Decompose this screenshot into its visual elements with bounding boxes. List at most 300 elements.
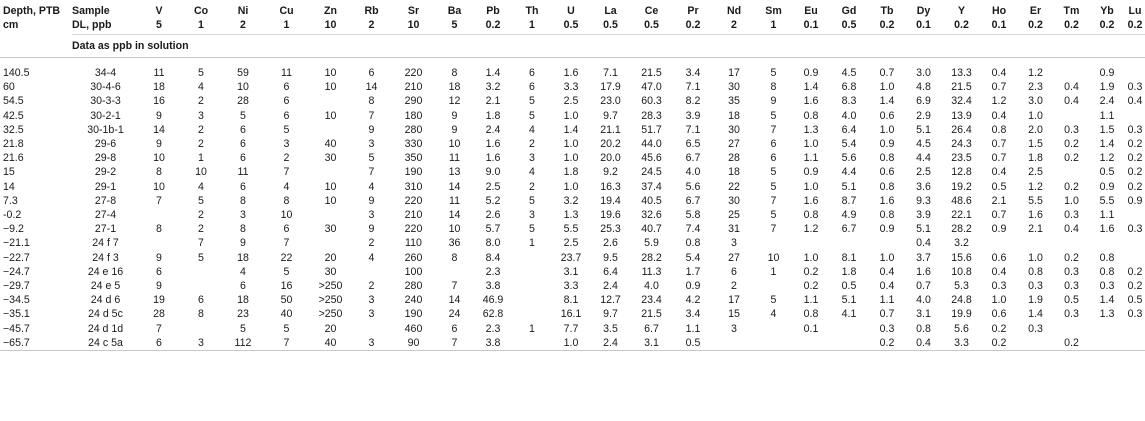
detection-limit-ba: 5 <box>451 19 458 31</box>
value-cell-nd: 22 <box>728 180 740 193</box>
value-cell-cu: 22 <box>280 251 293 264</box>
element-header-v: V <box>155 5 163 17</box>
value-cell-ce: 45.6 <box>641 152 662 165</box>
value-cell-lu <box>1125 236 1145 250</box>
value-cell-tb: 0.8 <box>879 209 895 222</box>
value-cell-ni: 112 <box>223 336 263 351</box>
value-cell-sr: 220 <box>404 194 423 207</box>
value-cell-co: 5 <box>198 67 204 79</box>
value-cell-lu <box>1125 66 1145 80</box>
table-row <box>0 66 1145 80</box>
value-cell-y: 32.4 <box>951 95 972 108</box>
value-cell-zn <box>310 236 351 250</box>
value-cell-er: 1.5 <box>1028 138 1043 151</box>
depth-cell: 140.5 <box>3 67 30 79</box>
value-cell-th: 5 <box>529 194 535 207</box>
value-cell-u: 1.0 <box>552 336 590 351</box>
value-cell-sm: 8 <box>770 81 777 94</box>
value-cell-ni: 3 <box>240 209 246 222</box>
value-cell-sr: 290 <box>404 95 423 108</box>
value-cell-pb: 46.9 <box>482 294 504 307</box>
value-cell-ce: 51.7 <box>641 123 662 136</box>
detection-limit-co: 1 <box>198 19 204 31</box>
value-cell-cu: 7 <box>283 237 290 250</box>
value-cell-pb: 1.6 <box>485 152 501 165</box>
depth-cell: −35.1 <box>3 308 30 321</box>
depth-cell: 14 <box>3 180 15 193</box>
value-cell-yb <box>1089 322 1125 336</box>
value-cell-dy: 3.9 <box>916 209 931 222</box>
value-cell-tb: 0.8 <box>879 180 895 193</box>
value-cell-er: 1.0 <box>1028 251 1043 264</box>
value-cell-eu <box>793 336 829 351</box>
value-cell-zn: 10 <box>324 194 337 207</box>
value-cell-ba: 18 <box>448 81 461 94</box>
value-cell-eu: 0.2 <box>803 280 819 293</box>
depth-cell: -0.2 <box>3 209 22 222</box>
value-cell-gd <box>829 336 869 351</box>
value-cell-ce: 32.6 <box>641 209 662 222</box>
value-cell-la: 9.5 <box>603 251 618 264</box>
value-cell-ho: 0.2 <box>991 322 1007 335</box>
element-header-co: Co <box>193 5 209 17</box>
value-cell-ba: 6 <box>451 322 458 335</box>
header-row-elements <box>0 0 1145 18</box>
element-header-la: La <box>604 5 617 17</box>
value-cell-th: 1 <box>529 237 535 250</box>
value-cell-pr: 7.4 <box>685 223 701 236</box>
value-cell-dy: 0.4 <box>905 336 942 351</box>
value-cell-sr: 90 <box>392 336 435 351</box>
value-cell-eu: 0.9 <box>803 166 819 179</box>
value-cell-lu: 0.2 <box>1127 152 1143 165</box>
element-header-tb: Tb <box>880 5 894 17</box>
value-cell-ba: 9 <box>451 123 458 136</box>
table-row <box>0 137 1145 151</box>
sample-column-header: Sample <box>72 5 110 17</box>
value-cell-gd: 6.8 <box>841 81 857 94</box>
value-cell-ni: 8 <box>240 194 246 207</box>
value-cell-tb <box>869 236 905 250</box>
value-cell-u: 2.5 <box>563 95 579 108</box>
detection-limit-nd: 2 <box>731 19 737 31</box>
value-cell-y: 28.2 <box>951 223 972 236</box>
value-cell-pr: 0.9 <box>685 280 701 293</box>
value-cell-cu: 3 <box>283 138 290 151</box>
value-cell-gd: 4.9 <box>841 209 857 222</box>
element-header-lu: Lu <box>1128 5 1142 17</box>
value-cell-sm: 7 <box>770 194 777 207</box>
value-cell-dy: 3.7 <box>916 251 931 264</box>
value-cell-dy: 2.9 <box>916 109 931 122</box>
value-cell-gd: 5.6 <box>841 152 857 165</box>
value-cell-th <box>512 251 552 265</box>
value-cell-rb: 3 <box>368 308 375 321</box>
value-cell-zn: 10 <box>324 81 337 94</box>
value-cell-gd: 0.5 <box>841 280 857 293</box>
value-cell-la: 7.1 <box>603 67 618 79</box>
value-cell-pb: 2.3 <box>485 265 501 278</box>
value-cell-ce: 44.0 <box>641 138 662 151</box>
value-cell-y: 24.8 <box>951 294 972 307</box>
value-cell-er: 0.8 <box>1028 265 1043 278</box>
value-cell-la: 2.4 <box>590 336 631 351</box>
value-cell-zn: 40 <box>310 336 351 351</box>
value-cell-pr: 5.4 <box>685 251 701 264</box>
value-cell-u: 1.3 <box>563 209 579 222</box>
value-cell-yb: 1.5 <box>1099 123 1115 136</box>
value-cell-dy: 3.0 <box>916 67 931 79</box>
value-cell-er: 2.3 <box>1028 81 1043 94</box>
value-cell-ni: 6 <box>240 280 246 293</box>
value-cell-lu: 0.2 <box>1127 280 1143 293</box>
value-cell-v: 6 <box>139 336 179 351</box>
value-cell-gd: 4.1 <box>841 308 857 321</box>
value-cell-u: 5.5 <box>563 223 579 236</box>
value-cell-pb: 1.6 <box>485 138 501 151</box>
value-cell-ba: 9 <box>451 109 458 122</box>
value-cell-y: 3.3 <box>942 336 981 351</box>
value-cell-th <box>512 265 552 279</box>
value-cell-tm <box>1054 109 1089 123</box>
value-cell-nd: 35 <box>728 95 740 108</box>
value-cell-ba: 12 <box>448 95 461 108</box>
detection-limit-label: DL, ppb <box>72 19 112 31</box>
table-row <box>0 307 1145 321</box>
value-cell-nd: 25 <box>728 209 740 222</box>
detection-limit-eu: 0.1 <box>803 19 819 31</box>
value-cell-v: 14 <box>153 123 165 136</box>
value-cell-zn: 30 <box>324 223 337 236</box>
value-cell-rb: 4 <box>368 251 375 264</box>
value-cell-nd: 27 <box>728 251 740 264</box>
value-cell-ba: 13 <box>448 166 461 179</box>
sample-cell: 30-4-6 <box>90 81 121 94</box>
value-cell-th: 4 <box>529 166 535 179</box>
depth-cell: 60 <box>3 81 15 94</box>
element-header-sr: Sr <box>407 5 420 17</box>
value-cell-lu: 0.3 <box>1127 81 1143 94</box>
value-cell-zn: 40 <box>324 138 337 151</box>
value-cell-lu: 0.2 <box>1127 166 1143 179</box>
value-cell-zn <box>310 123 351 137</box>
value-cell-tm: 1.0 <box>1064 194 1079 207</box>
element-header-eu: Eu <box>804 5 818 17</box>
value-cell-u: 3.3 <box>563 280 579 293</box>
value-cell-ni: 8 <box>240 223 246 236</box>
value-cell-ni: 6 <box>240 138 246 151</box>
value-cell-nd <box>714 336 754 351</box>
value-cell-zn: >250 <box>318 308 343 321</box>
value-cell-u: 3.1 <box>563 265 579 278</box>
sample-cell: 30-3-3 <box>90 95 121 108</box>
value-cell-ho: 0.5 <box>991 180 1007 193</box>
value-cell-tm: 0.5 <box>1064 294 1079 307</box>
value-cell-rb: 3 <box>368 138 375 151</box>
value-cell-tm: 0.3 <box>1064 123 1079 136</box>
value-cell-ho: 0.4 <box>991 67 1007 79</box>
value-cell-pb: 2.4 <box>485 123 501 136</box>
value-cell-tm <box>1054 236 1089 250</box>
value-cell-ba: 7 <box>435 336 474 351</box>
detection-limit-u: 0.5 <box>563 19 579 31</box>
value-cell-ce: 6.7 <box>644 322 659 335</box>
value-cell-la: 9.7 <box>603 109 618 122</box>
depth-cell: 32.5 <box>3 123 24 136</box>
value-cell-y: 12.8 <box>951 166 972 179</box>
depth-cell: 42.5 <box>3 109 24 122</box>
value-cell-ho: 0.7 <box>991 152 1007 165</box>
depth-unit-label: cm <box>3 19 19 31</box>
value-cell-sr: 190 <box>404 308 423 321</box>
value-cell-ce: 60.3 <box>641 95 662 108</box>
value-cell-gd: 4.0 <box>841 109 857 122</box>
value-cell-rb: 5 <box>368 152 375 165</box>
detection-limit-gd: 0.5 <box>841 19 857 31</box>
value-cell-la: 20.2 <box>600 138 621 151</box>
value-cell-y: 13.9 <box>951 109 972 122</box>
value-cell-cu: 5 <box>283 322 290 335</box>
value-cell-eu: 1.0 <box>803 138 819 151</box>
value-cell-ce: 5.9 <box>644 237 659 250</box>
table-row <box>0 94 1145 108</box>
value-cell-dy: 0.8 <box>916 322 931 335</box>
value-cell-cu: 5 <box>283 265 290 278</box>
value-cell-u: 7.7 <box>563 322 579 335</box>
sample-cell: 34-4 <box>94 67 117 79</box>
sample-cell: 24 f 7 <box>92 237 119 250</box>
value-cell-pr: 4.2 <box>685 294 701 307</box>
element-header-ce: Ce <box>644 5 659 17</box>
value-cell-u: 2.5 <box>563 237 579 250</box>
value-cell-dy: 3.6 <box>916 180 931 193</box>
depth-cell: −22.7 <box>3 251 30 264</box>
value-cell-nd: 3 <box>731 322 737 335</box>
value-cell-yb: 0.8 <box>1099 251 1115 264</box>
value-cell-gd: 8.3 <box>841 95 857 108</box>
value-cell-la: 23.0 <box>600 95 621 108</box>
depth-cell: 54.5 <box>3 95 24 108</box>
value-cell-tb: 0.2 <box>869 336 905 351</box>
table-row <box>0 194 1145 208</box>
value-cell-tb: 1.0 <box>879 251 895 264</box>
value-cell-ni: 6 <box>240 152 246 165</box>
sample-cell: 24 d 1d <box>87 322 124 335</box>
value-cell-er: 1.2 <box>1028 180 1043 193</box>
value-cell-pb: 3.8 <box>474 336 512 351</box>
value-cell-co: 2 <box>198 123 204 136</box>
value-cell-tm <box>1054 66 1089 80</box>
value-cell-pr: 0.8 <box>685 237 701 250</box>
value-cell-pr: 3.4 <box>685 308 701 321</box>
value-cell-co: 3 <box>198 109 204 122</box>
sample-cell: 29-8 <box>94 152 117 165</box>
value-cell-y: 26.4 <box>951 123 972 136</box>
element-header-ba: Ba <box>447 5 462 17</box>
value-cell-rb <box>351 265 392 279</box>
value-cell-nd: 18 <box>728 109 740 122</box>
value-cell-co: 7 <box>198 237 204 250</box>
value-cell-er: 1.6 <box>1028 209 1043 222</box>
value-cell-eu: 1.6 <box>803 194 819 207</box>
value-cell-er: 2.5 <box>1028 166 1043 179</box>
value-cell-ce: 24.5 <box>641 166 662 179</box>
value-cell-ce: 28.3 <box>641 109 662 122</box>
value-cell-sm: 9 <box>770 95 777 108</box>
value-cell-cu: 6 <box>283 223 290 236</box>
value-cell-u: 3.2 <box>563 194 579 207</box>
value-cell-sm <box>754 236 793 250</box>
value-cell-v: 7 <box>156 322 162 335</box>
value-cell-la: 3.5 <box>603 322 618 335</box>
value-cell-pb: 62.8 <box>482 308 504 321</box>
value-cell-er: 1.9 <box>1028 294 1043 307</box>
value-cell-yb: 2.4 <box>1099 95 1115 108</box>
element-header-th: Th <box>525 5 539 17</box>
value-cell-th <box>512 307 552 321</box>
value-cell-co: 4 <box>198 180 204 193</box>
value-cell-er: 3.0 <box>1028 95 1043 108</box>
value-cell-ni: 28 <box>237 95 249 108</box>
value-cell-v: 19 <box>153 294 165 307</box>
value-cell-nd: 2 <box>731 280 737 293</box>
value-cell-tb: 0.8 <box>879 152 895 165</box>
value-cell-y: 10.8 <box>951 265 972 278</box>
table-row <box>0 123 1145 137</box>
value-cell-ba: 36 <box>448 237 461 250</box>
value-cell-v: 9 <box>156 280 162 293</box>
value-cell-th: 2 <box>529 180 535 193</box>
value-cell-ba: 14 <box>448 294 461 307</box>
value-cell-nd: 31 <box>728 223 740 236</box>
value-cell-ba <box>435 265 474 279</box>
value-cell-sr: 220 <box>404 223 423 236</box>
detection-limit-la: 0.5 <box>603 19 618 31</box>
value-cell-eu: 1.1 <box>803 294 819 307</box>
value-cell-ho: 0.4 <box>991 265 1007 278</box>
value-cell-yb: 1.2 <box>1099 152 1115 165</box>
element-header-cu: Cu <box>279 5 294 17</box>
value-cell-ho: 1.0 <box>991 294 1007 307</box>
value-cell-y: 22.1 <box>951 209 972 222</box>
value-cell-rb: 8 <box>368 95 375 108</box>
table-row <box>0 265 1145 279</box>
value-cell-y: 19.9 <box>951 308 972 321</box>
value-cell-zn: 10 <box>324 180 337 193</box>
value-cell-v: 16 <box>153 95 165 108</box>
value-cell-cu: 10 <box>280 209 293 222</box>
value-cell-v: 7 <box>156 194 162 207</box>
value-cell-ba: 7 <box>451 280 458 293</box>
value-cell-y: 23.5 <box>951 152 972 165</box>
value-cell-sm: 5 <box>770 209 777 222</box>
value-cell-th: 6 <box>529 81 535 94</box>
value-cell-ce: 40.5 <box>641 194 662 207</box>
sample-cell: 27-4 <box>94 209 117 222</box>
value-cell-sm: 6 <box>770 152 777 165</box>
value-cell-pr: 3.4 <box>685 67 701 79</box>
sample-cell: 24 d 6 <box>90 294 121 307</box>
value-cell-gd: 8.7 <box>841 194 857 207</box>
element-header-gd: Gd <box>841 5 857 17</box>
detection-limit-v: 5 <box>156 19 162 31</box>
value-cell-lu: 0.3 <box>1127 308 1143 321</box>
value-cell-tm <box>1054 322 1089 336</box>
value-cell-co: 2 <box>198 138 204 151</box>
sample-cell: 30-2-1 <box>90 109 121 122</box>
value-cell-th <box>512 293 552 307</box>
value-cell-ho: 0.6 <box>991 308 1007 321</box>
detection-limit-th: 1 <box>529 19 535 31</box>
value-cell-er: 0.3 <box>1028 280 1043 293</box>
sample-cell: 27-1 <box>94 223 117 236</box>
value-cell-tm: 0.3 <box>1064 280 1079 293</box>
table-row <box>0 80 1145 94</box>
value-cell-th <box>512 279 552 293</box>
value-cell-la: 9.2 <box>603 166 618 179</box>
value-cell-th: 5 <box>529 95 535 108</box>
value-cell-lu <box>1125 251 1145 265</box>
value-cell-ho: 0.8 <box>991 123 1007 136</box>
value-cell-sr: 330 <box>404 138 423 151</box>
value-cell-dy: 5.1 <box>916 223 931 236</box>
value-cell-pb: 1.8 <box>485 109 501 122</box>
value-cell-zn: >250 <box>318 280 343 293</box>
value-cell-gd: 4.4 <box>841 166 857 179</box>
value-cell-la: 9.7 <box>603 308 618 321</box>
value-cell-v: 8 <box>156 166 162 179</box>
value-cell-la: 21.1 <box>600 123 621 136</box>
value-cell-yb: 0.3 <box>1099 280 1115 293</box>
value-cell-ba: 11 <box>449 152 460 165</box>
detection-limit-sm: 1 <box>770 19 777 31</box>
value-cell-eu: 0.2 <box>803 265 819 278</box>
table-row <box>0 293 1145 307</box>
value-cell-yb: 1.1 <box>1099 109 1115 122</box>
value-cell-cu: 6 <box>283 81 290 94</box>
value-cell-ni: 59 <box>237 67 249 79</box>
value-cell-tb: 1.4 <box>879 95 895 108</box>
value-cell-rb <box>351 322 392 336</box>
value-cell-pb: 5.2 <box>485 194 501 207</box>
value-cell-u: 1.0 <box>563 152 579 165</box>
value-cell-ba: 14 <box>448 180 461 193</box>
value-cell-tm <box>1054 165 1089 179</box>
value-cell-tm: 0.2 <box>1064 152 1079 165</box>
value-cell-th <box>512 336 552 351</box>
value-cell-co: 2 <box>198 95 204 108</box>
value-cell-ba: 8 <box>451 67 458 79</box>
value-cell-pb: 8.4 <box>485 251 501 264</box>
value-cell-v: 8 <box>156 223 162 236</box>
detection-limit-pr: 0.2 <box>685 19 701 31</box>
value-cell-rb: 3 <box>351 336 392 351</box>
value-cell-eu: 1.0 <box>803 180 819 193</box>
value-cell-nd: 28 <box>728 152 740 165</box>
depth-column-header: Depth, PTB <box>3 5 61 17</box>
detection-limit-ni: 2 <box>240 19 246 31</box>
value-cell-eu: 0.1 <box>803 322 819 335</box>
value-cell-tm: 0.4 <box>1064 81 1079 94</box>
table-header <box>0 0 1145 66</box>
table-row <box>0 109 1145 123</box>
value-cell-ce: 37.4 <box>641 180 662 193</box>
value-cell-yb: 1.3 <box>1099 308 1115 321</box>
value-cell-sr: 310 <box>404 180 423 193</box>
value-cell-cu: 6 <box>283 109 290 122</box>
value-cell-zn: 10 <box>324 67 337 79</box>
value-cell-sr: 260 <box>404 251 423 264</box>
